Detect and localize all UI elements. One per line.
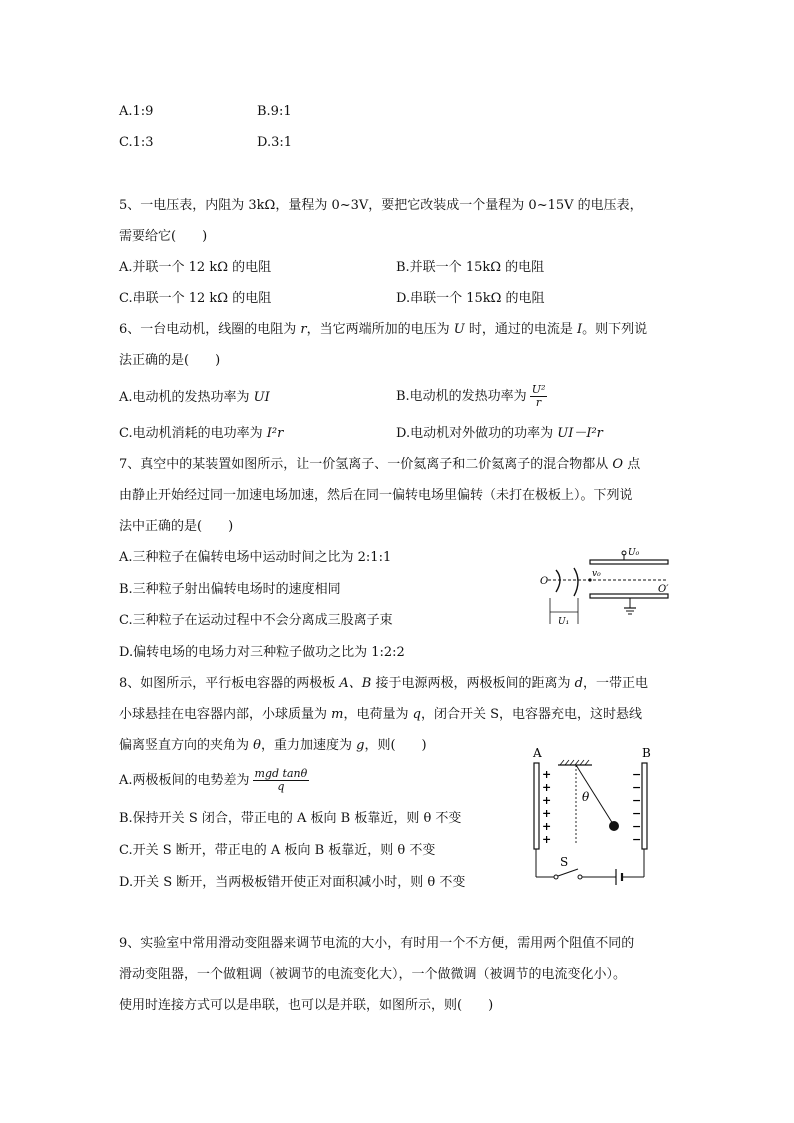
svg-text:+: + [542,807,552,820]
svg-text:−: − [632,833,642,846]
q8-option-a: A.两极板间的电势差为 $\frac{\text{mgd tanθ}}{q}$ [119,767,308,793]
q9-stem-line3: 使用时连接方式可以是串联，也可以是并联，如图所示，则( ) [119,998,494,1013]
q8-capacitor-figure [510,745,670,885]
q6-fraction: $\frac{\text{U²}}{r}$ [531,383,546,409]
q9-stem-line2: 滑动变阻器，一个做粗调（被调节的电流变化大），一个做微调（被调节的电流变化小）。 [119,967,627,982]
q7-label-u0: U₀ [628,548,640,558]
q7-option-d: D.偏转电场的电场力对三种粒子做功之比为 1:2:2 [119,645,405,660]
q8-label-s: S [560,855,569,869]
q7-deflection-figure [534,544,674,630]
svg-text:−: − [632,794,642,807]
q5-option-a: A.并联一个 12 kΩ 的电阻 [119,260,272,275]
q5-stem-line1: 5、一电压表，内阻为 3kΩ，量程为 0~3V，要把它改装成一个量程为 0~15V 的电压表， [119,198,643,213]
svg-text:−: − [632,820,642,833]
q7-option-a: A.三种粒子在偏转电场中运动时间之比为 2:1:1 [119,550,392,565]
q8-label-b: B [642,746,651,760]
q8-option-b: B.保持开关 S 闭合，带正电的 A 板向 B 板靠近，则 θ 不变 [119,811,462,826]
q4-option-d: D.3:1 [257,135,293,150]
q8-label-theta: θ [582,790,590,804]
q7-label-v0: v₀ [592,569,601,579]
q6-stem-line1: 6、一台电动机，线圈的电阻为 r，当它两端所加的电压为 U 时，通过的电流是 I。则下列说 [119,322,648,337]
q5-option-b: B.并联一个 15kΩ 的电阻 [396,260,545,275]
q4-option-b: B.9:1 [257,104,292,119]
q8-plate-b [642,763,647,849]
q7-top-plate [590,560,668,564]
q5-stem-line2: 需要给它( ) [119,229,208,244]
q9-stem-line1: 9、实验室中常用滑动变阻器来调节电流的大小，有时用一个不方便，需用两个阻值不同的 [119,936,635,951]
q8-stem-line2: 小球悬挂在电容器内部，小球质量为 m，电荷量为 q，闭合开关 S，电容器充电，这时悬线 [119,707,642,722]
q6-option-c: C.电动机消耗的电功率为 I²r [119,426,284,441]
q4-option-c: C.1:3 [119,135,154,150]
svg-text:+: + [542,794,552,807]
q8-fraction: $\frac{\text{mgd tanθ}}{q}$ [254,767,308,793]
q8-minus-signs [632,768,641,846]
q7-stem-line3: 法中正确的是( ) [119,519,234,534]
q7-option-b: B.三种粒子射出偏转电场时的速度相同 [119,582,341,597]
q5-option-c: C.串联一个 12 kΩ 的电阻 [119,291,272,306]
svg-text:+: + [542,768,552,781]
q7-label-o-prime: O′ [658,584,669,595]
q4-option-a: A.1:9 [119,104,154,119]
q5-option-d: D.串联一个 15kΩ 的电阻 [396,291,545,306]
q8-switch [558,869,578,876]
q6-option-a: A.电动机的发热功率为 UI [119,390,270,405]
q8-ball [609,821,619,831]
q8-option-c: C.开关 S 断开，带正电的 A 板向 B 板靠近，则 θ 不变 [119,843,436,858]
q7-bottom-plate [590,594,668,598]
q8-stem-line1: 8、如图所示，平行板电容器的两极板 A、B 接于电源两极，两极板间的距离为 d，一带正电 [119,676,648,691]
q8-plus-signs [542,768,551,846]
svg-text:+: + [542,833,552,846]
q8-label-a: A [533,746,542,760]
svg-text:−: − [632,768,642,781]
svg-text:+: + [542,820,552,833]
q7-stem-line2: 由静止开始经过同一加速电场加速，然后在同一偏转电场里偏转（未打在极板上）。下列说 [119,488,633,503]
q6-option-d: D.电动机对外做功的功率为 UI－I²r [396,426,603,441]
svg-text:−: − [632,807,642,820]
q7-label-u1: U₁ [558,617,570,627]
svg-text:−: − [632,781,642,794]
svg-text:+: + [542,781,552,794]
q7-stem-line1: 7、真空中的某装置如图所示，让一价氢离子、一价氦离子和二价氦离子的混合物都从 O 点 [119,457,641,472]
q7-option-c: C.三种粒子在运动过程中不会分离成三股离子束 [119,613,393,628]
q8-option-d: D.开关 S 断开，当两极板错开使正对面积减小时，则 θ 不变 [119,875,466,890]
q6-stem-line2: 法正确的是( ) [119,353,221,368]
q6-option-b: B.电动机的发热功率为 $\frac{\text{U²}}{r}$ [396,383,546,409]
q7-label-o: O [540,576,549,587]
q8-plate-a [534,763,539,849]
q8-stem-line3: 偏离竖直方向的夹角为 θ，重力加速度为 g，则( ) [119,738,427,753]
